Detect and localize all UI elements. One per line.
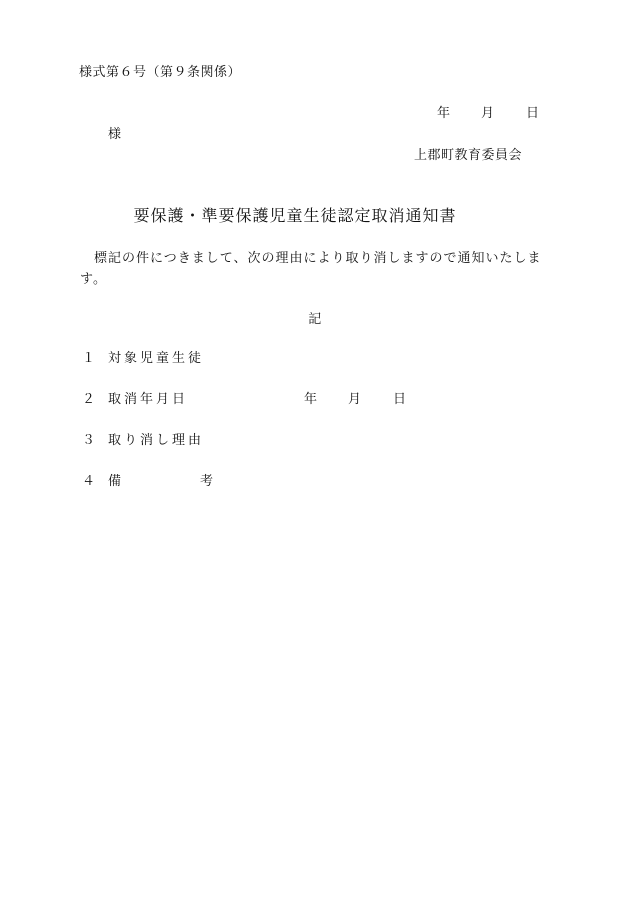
cancel-date-year-label: 年: [304, 392, 318, 407]
body-paragraph-text: 標記の件につきまして、次の理由により取り消しますので通知いたします。: [80, 251, 542, 287]
sender-name: 上郡町教育委員会: [414, 148, 523, 163]
item-label-cancel-date: 取消年月日: [108, 392, 189, 407]
document-title: [0, 206, 630, 226]
item-label-cancel-reason: 取り消し理由: [108, 433, 205, 448]
item-number-3: ３: [82, 433, 96, 448]
item-label-remarks-last: 考: [200, 474, 214, 489]
cancel-date-day-label: 日: [393, 392, 407, 407]
item-label-remarks-first: 備: [108, 474, 122, 489]
addressee-suffix: 様: [108, 127, 122, 142]
body-paragraph: [80, 248, 550, 290]
item-number-1: １: [82, 351, 96, 366]
item-number-4: ４: [82, 474, 96, 489]
date-month-label: 月: [481, 106, 495, 121]
ki-heading: [0, 312, 630, 328]
cancel-date-month-label: 月: [348, 392, 362, 407]
date-year-label: 年: [437, 106, 451, 121]
item-label-target-student: 対象児童生徒: [108, 351, 205, 366]
date-day-label: 日: [526, 106, 540, 121]
item-number-2: ２: [82, 392, 96, 407]
document-title-text: 要保護・準要保護児童生徒認定取消通知書: [133, 206, 457, 225]
ki-heading-text: 記: [308, 312, 322, 327]
form-number: 様式第６号（第９条関係）: [79, 65, 242, 80]
